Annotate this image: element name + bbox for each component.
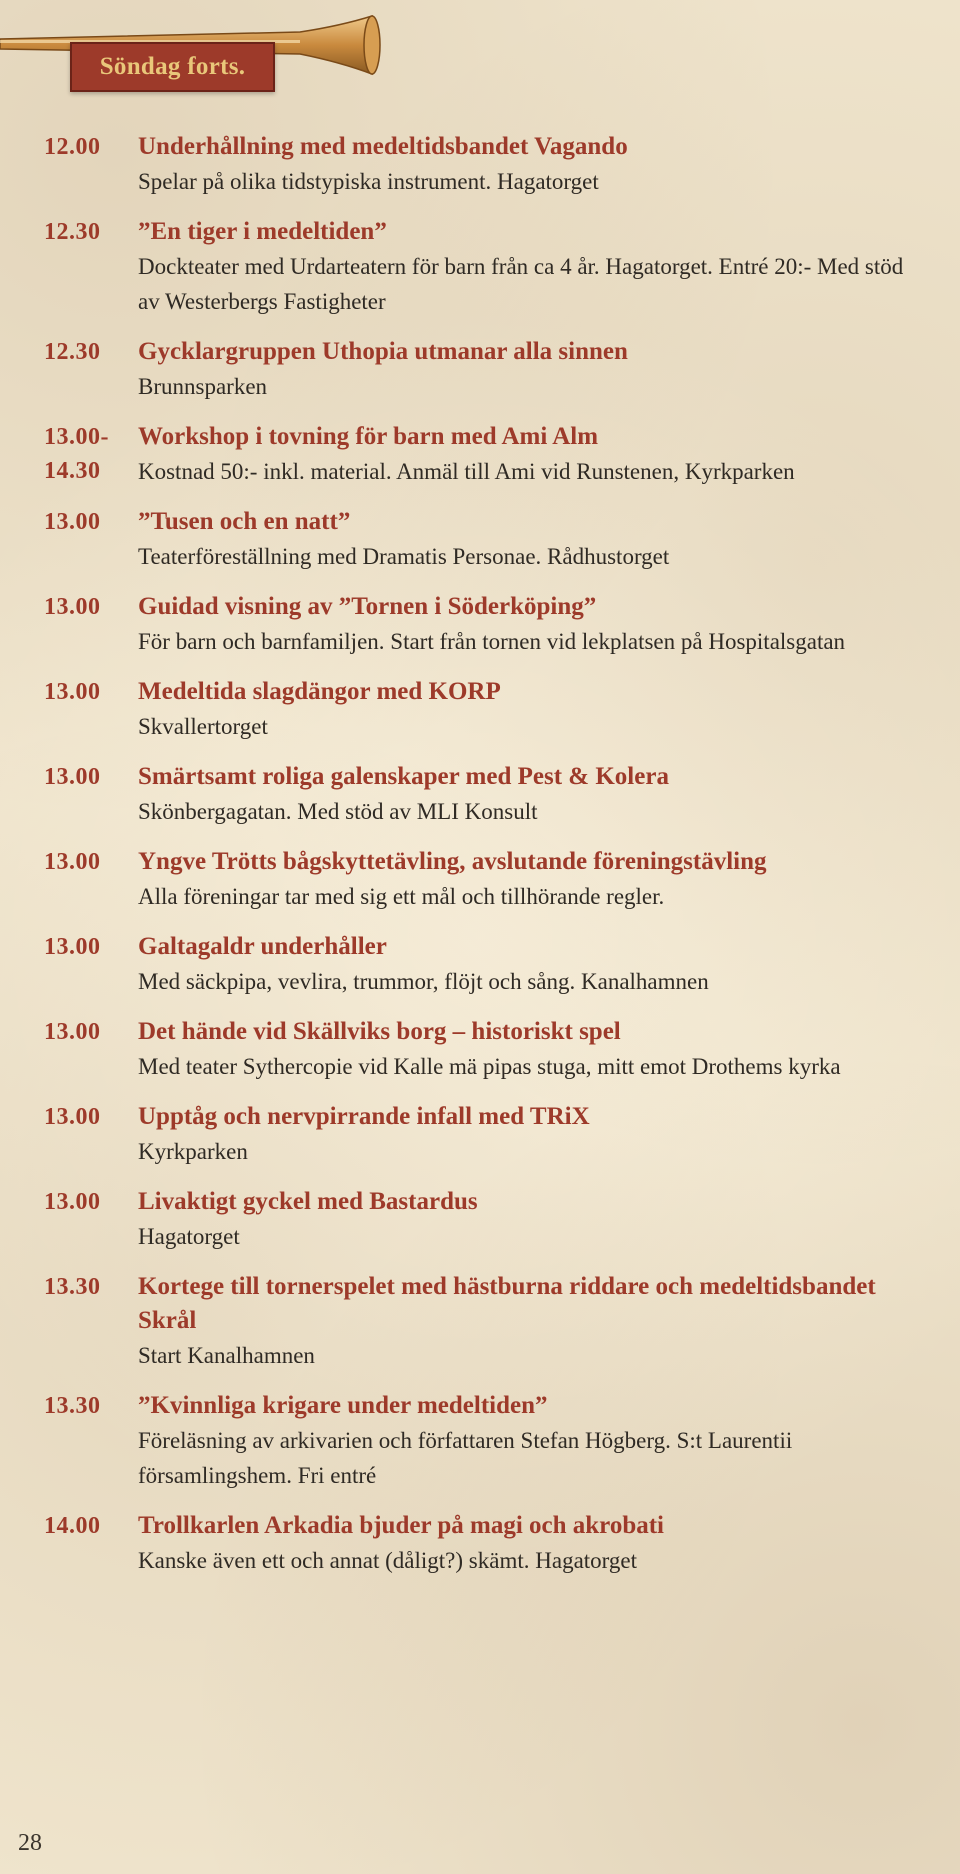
event-body xyxy=(138,130,914,199)
event-title: ”Tusen och en natt” xyxy=(138,508,351,535)
event-time: 13.30 xyxy=(44,1274,101,1300)
event-description: Skvallertorget xyxy=(138,714,268,739)
event-item xyxy=(44,760,914,829)
event-time: 13.00 xyxy=(44,1104,101,1130)
event-description: Kanske även ett och annat (dåligt?) skämt. Hagatorget xyxy=(138,1548,638,1573)
event-item xyxy=(44,420,914,489)
event-title: Underhållning med medeltidsbandet Vagando xyxy=(138,133,628,160)
event-item xyxy=(44,335,914,404)
event-body xyxy=(138,505,914,574)
event-time: 12.30 xyxy=(44,339,101,365)
event-description: Kostnad 50:- inkl. material. Anmäl till Ami vid Runstenen, Kyrkparken xyxy=(138,459,795,484)
event-description: Skönbergagatan. Med stöd av MLI Konsult xyxy=(138,799,538,824)
event-body xyxy=(138,1270,914,1373)
event-item xyxy=(44,590,914,659)
event-item xyxy=(44,1270,914,1373)
event-body xyxy=(138,845,914,914)
event-item xyxy=(44,505,914,574)
event-title: Galtagaldr underhåller xyxy=(138,933,387,960)
event-time: 13.00 xyxy=(44,934,101,960)
event-body xyxy=(138,760,914,829)
event-time: 13.00 xyxy=(44,1189,101,1215)
event-description: Brunnsparken xyxy=(138,374,268,399)
banner-title: Söndag forts. xyxy=(99,53,246,80)
event-item xyxy=(44,1015,914,1084)
event-time: 13.00 xyxy=(44,594,101,620)
event-time: 13.00 xyxy=(44,1019,101,1045)
event-title: Det hände vid Skällviks borg – historiskt spel xyxy=(138,1018,621,1045)
event-time: 13.30 xyxy=(44,1393,101,1419)
event-item xyxy=(44,675,914,744)
event-title: Smärtsamt roliga galenskaper med Pest & Kolera xyxy=(138,763,669,790)
event-description: Föreläsning av arkivarien och författaren Stefan Högberg. S:t Laurentii församlingshem. Fri entré xyxy=(138,1428,793,1488)
event-item xyxy=(44,1389,914,1493)
event-body xyxy=(138,1389,914,1493)
event-description: Kyrkparken xyxy=(138,1139,248,1164)
event-body xyxy=(138,1509,914,1578)
event-description: Med säckpipa, vevlira, trummor, flöjt och sång. Kanalhamnen xyxy=(138,969,709,994)
event-title: Yngve Trötts bågskyttetävling, avslutande föreningstävling xyxy=(138,848,767,875)
event-title: Gycklargruppen Uthopia utmanar alla sinnen xyxy=(138,338,628,365)
event-list xyxy=(44,130,914,1594)
event-item xyxy=(44,845,914,914)
event-description: Alla föreningar tar med sig ett mål och tillhörande regler. xyxy=(138,884,665,909)
event-title: Kortege till tornerspelet med hästburna riddare och medeltidsbandet Skrål xyxy=(138,1273,876,1334)
event-title: Trollkarlen Arkadia bjuder på magi och akrobati xyxy=(138,1512,665,1539)
event-title: Livaktigt gyckel med Bastardus xyxy=(138,1188,478,1215)
event-time: 13.00 xyxy=(44,509,101,535)
event-title: ”Kvinnliga krigare under medeltiden” xyxy=(138,1392,548,1419)
event-description: Hagatorget xyxy=(138,1224,240,1249)
event-body xyxy=(138,420,914,489)
event-time: 13.00 xyxy=(44,849,101,875)
event-item xyxy=(44,1100,914,1169)
event-title: Upptåg och nervpirrande infall med TRiX xyxy=(138,1103,590,1130)
page-number: 28 xyxy=(18,1830,42,1856)
event-title: Guidad visning av ”Tornen i Söderköping” xyxy=(138,593,597,620)
event-description: Med teater Sythercopie vid Kalle mä pipas stuga, mitt emot Drothems kyrka xyxy=(138,1054,841,1079)
event-body xyxy=(138,1015,914,1084)
event-description: Teaterföreställning med Dramatis Personae. Rådhustorget xyxy=(138,544,670,569)
event-body xyxy=(138,215,914,319)
event-item xyxy=(44,1509,914,1578)
event-title: Medeltida slagdängor med KORP xyxy=(138,678,501,705)
event-body xyxy=(138,930,914,999)
event-time: 12.30 xyxy=(44,219,101,245)
event-time: 13.00- 14.30 xyxy=(44,424,109,484)
event-body xyxy=(138,590,914,659)
page-header xyxy=(0,0,400,110)
event-time: 14.00 xyxy=(44,1513,101,1539)
event-body xyxy=(138,1100,914,1169)
event-title: Workshop i tovning för barn med Ami Alm xyxy=(138,423,599,450)
event-description: Spelar på olika tidstypiska instrument. Hagatorget xyxy=(138,169,599,194)
event-item xyxy=(44,130,914,199)
event-time: 12.00 xyxy=(44,134,101,160)
event-time: 13.00 xyxy=(44,679,101,705)
section-banner xyxy=(70,42,275,92)
event-item xyxy=(44,930,914,999)
event-item xyxy=(44,1185,914,1254)
event-description: Start Kanalhamnen xyxy=(138,1343,315,1368)
event-body xyxy=(138,675,914,744)
event-body xyxy=(138,1185,914,1254)
event-item xyxy=(44,215,914,319)
event-body xyxy=(138,335,914,404)
event-title: ”En tiger i medeltiden” xyxy=(138,218,387,245)
event-time: 13.00 xyxy=(44,764,101,790)
event-description: Dockteater med Urdarteatern för barn från ca 4 år. Hagatorget. Entré 20:- Med stöd av Westerbergs Fastigheter xyxy=(138,254,904,314)
event-description: För barn och barnfamiljen. Start från tornen vid lekplatsen på Hospitalsgatan xyxy=(138,629,846,654)
